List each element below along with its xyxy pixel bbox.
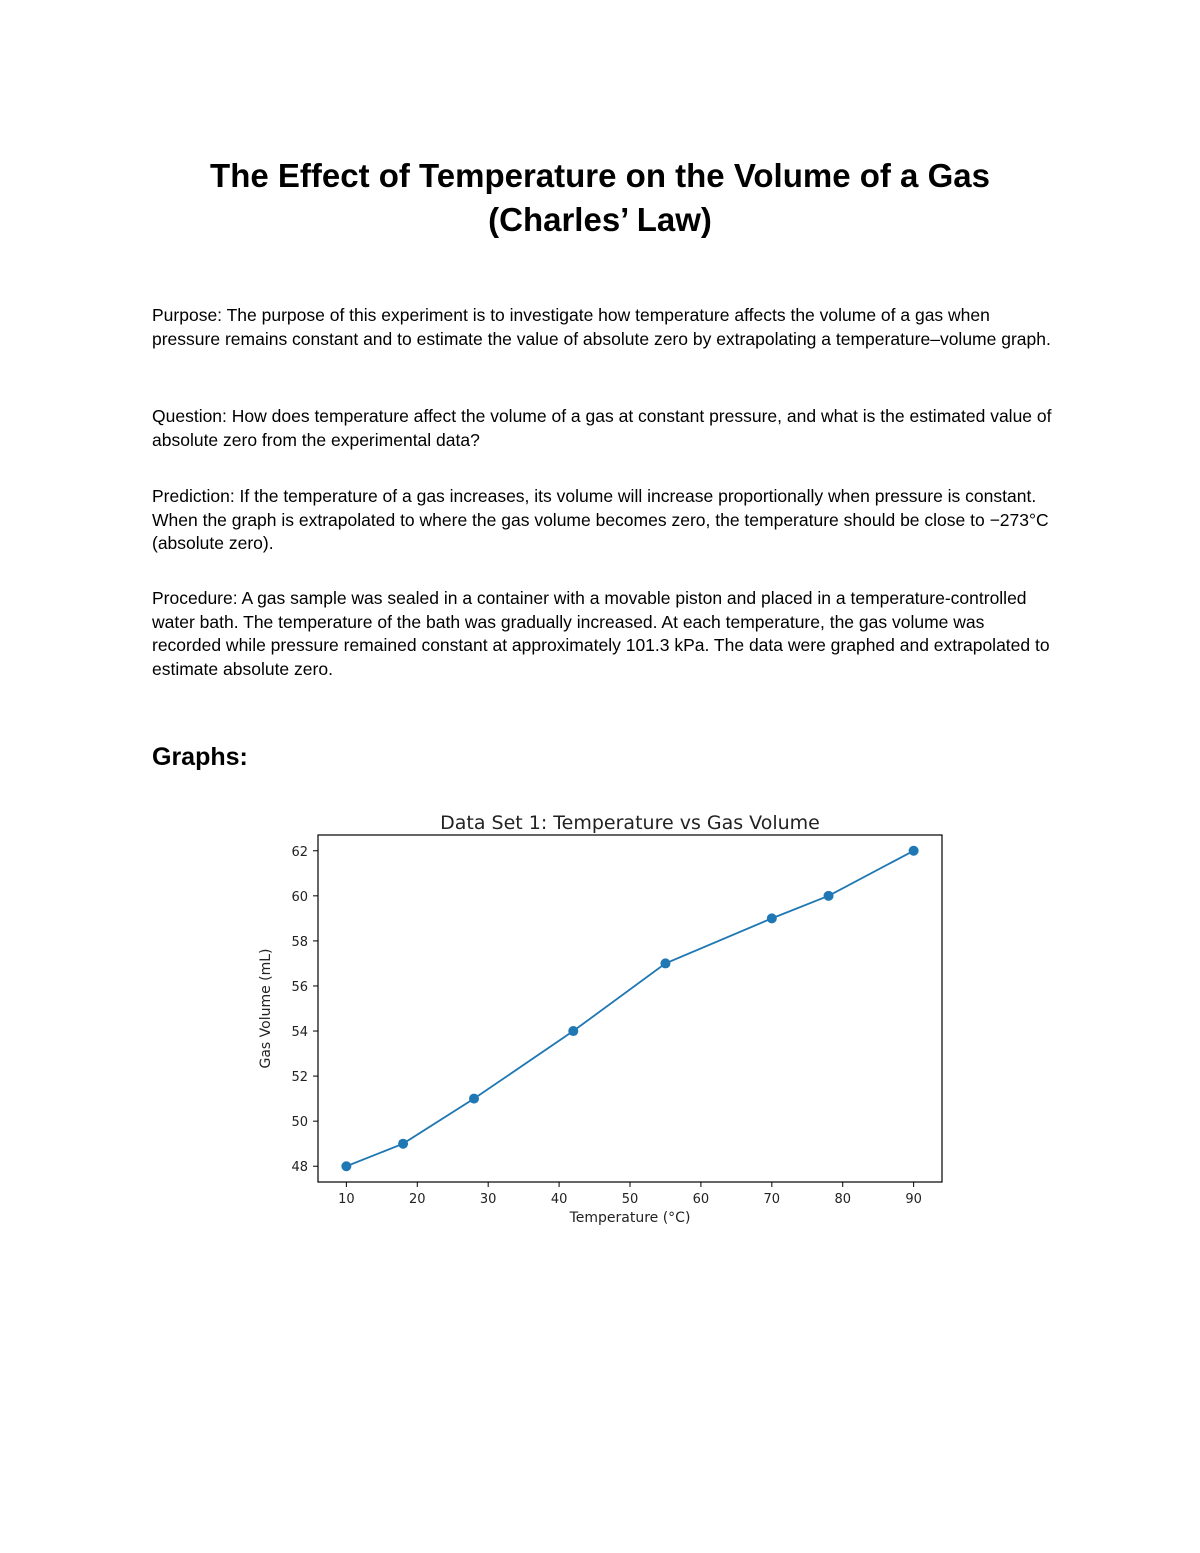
x-tick-label: 90 [905, 1192, 922, 1207]
y-tick-label: 60 [291, 889, 308, 905]
x-tick-label: 80 [834, 1192, 852, 1207]
y-tick-label: 58 [291, 934, 308, 950]
data-point [398, 1139, 408, 1149]
procedure-paragraph: Procedure: A gas sample was sealed in a container with a movable piston and placed in a temperature-controlled water bath. The temperature of the bath was gradually increased. At each temperature, the gas volume was recorded while pressure remained constant at approximately 101.3 kPa. The data were graphed and extrapolated to estimate absolute zero. [152, 588, 1050, 679]
x-tick-label: 40 [550, 1192, 568, 1207]
y-tick-label: 54 [291, 1025, 308, 1041]
x-tick-label: 10 [338, 1192, 355, 1207]
data-point [767, 913, 777, 923]
purpose-paragraph: Purpose: The purpose of this experiment is to investigate how temperature affects the volume of a gas when pressure remains constant and to estimate the value of absolute zero by extrapolating a temperature–volume graph. [152, 305, 1051, 349]
y-tick-label: 52 [291, 1070, 308, 1086]
y-tick-label: 50 [291, 1115, 308, 1131]
y-tick-label: 56 [291, 979, 308, 995]
x-axis-label: Temperature (°C) [569, 1210, 691, 1226]
data-point [341, 1161, 351, 1171]
chart-title: Data Set 1: Temperature vs Gas Volume [440, 812, 820, 834]
data-point [824, 891, 834, 901]
data-point [909, 846, 919, 856]
x-tick-label: 70 [763, 1192, 781, 1207]
x-tick-label: 60 [692, 1192, 710, 1207]
temperature-volume-chart [250, 808, 960, 1238]
x-tick-label: 50 [621, 1192, 639, 1207]
x-tick-label: 20 [408, 1192, 426, 1207]
title-line-2: (Charles’ Law) [488, 201, 712, 238]
graphs-heading: Graphs: [152, 743, 248, 771]
prediction-paragraph: Prediction: If the temperature of a gas increases, its volume will increase proportionally when pressure is constant. When the graph is extrapolated to where the gas volume becomes zero, the temperature should be close to −273°C (absolute zero). [152, 486, 1049, 553]
question-paragraph: Question: How does temperature affect the volume of a gas at constant pressure, and what is the estimated value of absolute zero from the experimental data? [152, 406, 1052, 450]
data-point [469, 1094, 479, 1104]
data-point [568, 1026, 578, 1036]
y-tick-label: 48 [291, 1160, 308, 1176]
x-tick-label: 30 [479, 1192, 497, 1207]
y-axis-label: Gas Volume (mL) [258, 948, 274, 1069]
title-line-1: The Effect of Temperature on the Volume of a Gas [210, 157, 990, 194]
page-title [0, 154, 1200, 242]
plot-frame [318, 835, 942, 1182]
y-tick-label: 62 [291, 844, 308, 860]
data-point [660, 958, 670, 968]
